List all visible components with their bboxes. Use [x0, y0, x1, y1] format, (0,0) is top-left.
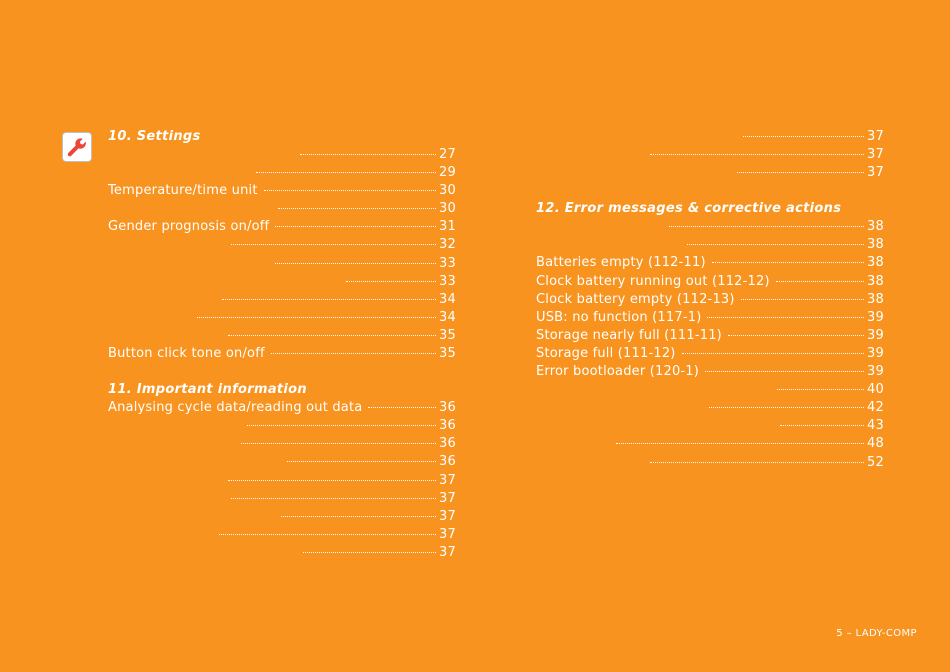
toc-entry[interactable] [536, 164, 884, 182]
toc-page-number: 32 [439, 237, 456, 253]
toc-page-number: 39 [867, 345, 884, 361]
settings-wrench-icon [62, 132, 92, 162]
toc-entry[interactable] [108, 218, 456, 236]
toc-entry[interactable] [108, 453, 456, 471]
toc-dot-leader [368, 407, 436, 408]
toc-entry-title: Analysing cycle data/reading out data [108, 400, 363, 416]
toc-page-number: 37 [439, 472, 456, 488]
toc-page-number: 39 [867, 364, 884, 380]
toc-dot-leader [669, 226, 864, 227]
toc-entry[interactable] [108, 417, 456, 435]
section-gap [108, 363, 456, 381]
toc-dot-leader [780, 425, 864, 426]
toc-entry[interactable] [108, 526, 456, 544]
toc-page-number: 36 [439, 436, 456, 452]
toc-entry[interactable] [108, 255, 456, 273]
toc-section-heading[interactable]: 11. Important information [108, 382, 307, 398]
toc-entry[interactable] [108, 309, 456, 327]
toc-page-number: 37 [439, 544, 456, 560]
toc-entry-title: USB: no function (117-1) [536, 309, 702, 325]
toc-page-number: 36 [439, 454, 456, 470]
toc-page-number: 38 [867, 219, 884, 235]
toc-entry[interactable] [108, 327, 456, 345]
toc-page-number: 39 [867, 309, 884, 325]
toc-entry[interactable] [536, 254, 884, 272]
toc-dot-leader [682, 353, 864, 354]
toc-entry[interactable] [108, 273, 456, 291]
toc-dot-leader [281, 516, 436, 517]
toc-left-column [108, 128, 456, 562]
toc-page-number: 37 [439, 508, 456, 524]
toc-dot-leader [231, 244, 436, 245]
toc-page-number: 37 [867, 165, 884, 181]
toc-page-number: 35 [439, 327, 456, 343]
toc-dot-leader [275, 263, 436, 264]
toc-dot-leader [219, 534, 436, 535]
toc-dot-leader [231, 498, 436, 499]
toc-dot-leader [228, 335, 436, 336]
toc-page-number: 34 [439, 291, 456, 307]
toc-page-number: 42 [867, 400, 884, 416]
toc-dot-leader [264, 190, 436, 191]
toc-page-number: 27 [439, 147, 456, 162]
toc-page-number: 33 [439, 273, 456, 289]
toc-entry[interactable] [536, 345, 884, 363]
toc-dot-leader [256, 172, 436, 173]
toc-entry-title: Temperature/time unit [108, 183, 258, 199]
toc-entry[interactable] [108, 544, 456, 562]
toc-dot-leader [303, 552, 436, 553]
toc-entry[interactable] [536, 236, 884, 254]
toc-dot-leader [300, 154, 436, 155]
toc-page-number: 30 [439, 201, 456, 217]
toc-entry[interactable] [536, 128, 884, 146]
toc-entry[interactable] [536, 363, 884, 381]
toc-entry-title: Batteries empty (112-11) [536, 255, 706, 271]
toc-entry[interactable] [536, 454, 884, 472]
toc-page-number: 38 [867, 291, 884, 307]
toc-entry[interactable] [108, 146, 456, 164]
toc-entry[interactable] [108, 182, 456, 200]
section-gap [536, 182, 884, 200]
toc-entry[interactable] [536, 146, 884, 164]
toc-page-number: 38 [867, 255, 884, 271]
toc-dot-leader [777, 389, 864, 390]
toc-entry[interactable] [108, 200, 456, 218]
toc-dot-leader [728, 335, 864, 336]
toc-dot-leader [287, 461, 436, 462]
toc-dot-leader [705, 371, 864, 372]
toc-entry[interactable] [536, 327, 884, 345]
toc-entry-title: Button click tone on/off [108, 346, 265, 362]
toc-dot-leader [197, 317, 436, 318]
toc-entry[interactable] [108, 291, 456, 309]
toc-page-number: 29 [439, 165, 456, 181]
toc-dot-leader [222, 299, 436, 300]
toc-entry-title: Clock battery empty (112-13) [536, 291, 735, 307]
toc-page-number: 34 [439, 309, 456, 325]
toc-entry[interactable] [536, 381, 884, 399]
toc-entry[interactable] [536, 309, 884, 327]
toc-entry-title: Clock battery running out (112-12) [536, 273, 770, 289]
toc-entry[interactable] [108, 472, 456, 490]
toc-page-number: 31 [439, 219, 456, 235]
toc-page-number: 37 [439, 490, 456, 506]
toc-entry[interactable] [536, 291, 884, 309]
wrench-icon [66, 136, 88, 158]
toc-page-number: 37 [867, 147, 884, 163]
toc-dot-leader [271, 353, 436, 354]
toc-entry-title: Gender prognosis on/off [108, 219, 270, 235]
toc-dot-leader [650, 154, 864, 155]
toc-entry[interactable] [108, 435, 456, 453]
toc-dot-leader [278, 208, 436, 209]
toc-page-number: 35 [439, 346, 456, 362]
toc-dot-leader [241, 443, 436, 444]
toc-right-column [536, 128, 884, 472]
toc-dot-leader [709, 407, 864, 408]
toc-entry[interactable] [108, 345, 456, 363]
toc-entry-title: Storage full (111-12) [536, 345, 676, 361]
toc-dot-leader [616, 443, 864, 444]
toc-entry[interactable] [536, 399, 884, 417]
toc-entry[interactable] [108, 508, 456, 526]
toc-dot-leader [741, 299, 864, 300]
toc-dot-leader [776, 281, 864, 282]
toc-dot-leader [707, 317, 864, 318]
toc-page-number: 52 [867, 454, 884, 470]
toc-entry[interactable] [536, 273, 884, 291]
toc-page-number: 48 [867, 436, 884, 452]
toc-page-number: 30 [439, 183, 456, 199]
toc-entry[interactable] [536, 218, 884, 236]
toc-entry[interactable] [536, 417, 884, 435]
toc-entry[interactable] [108, 236, 456, 254]
toc-page-number: 43 [867, 418, 884, 434]
toc-dot-leader [687, 244, 864, 245]
toc-dot-leader [650, 462, 864, 463]
toc-dot-leader [737, 172, 864, 173]
toc-page-number: 38 [867, 273, 884, 289]
toc-dot-leader [247, 425, 436, 426]
toc-section-heading[interactable]: 10. Settings [108, 129, 201, 144]
toc-dot-leader [743, 136, 864, 137]
toc-page-number: 39 [867, 327, 884, 343]
toc-dot-leader [228, 480, 436, 481]
toc-page-number: 37 [867, 129, 884, 144]
toc-page-number: 36 [439, 418, 456, 434]
toc-page-number: 40 [867, 382, 884, 398]
page-footer: 5 – LADY-COMP [836, 628, 917, 639]
toc-entry-title: Error bootloader (120-1) [536, 364, 700, 380]
toc-entry[interactable] [108, 164, 456, 182]
toc-dot-leader [712, 262, 864, 263]
toc-entry[interactable] [108, 399, 456, 417]
toc-entry-title: Storage nearly full (111-11) [536, 327, 722, 343]
toc-entry[interactable] [108, 490, 456, 508]
toc-page-number: 33 [439, 255, 456, 271]
toc-section-heading[interactable]: 12. Error messages & corrective actions [536, 201, 842, 217]
toc-dot-leader [346, 281, 436, 282]
toc-page-number: 38 [867, 237, 884, 253]
toc-page-number: 37 [439, 526, 456, 542]
toc-dot-leader [275, 226, 436, 227]
toc-page-number: 36 [439, 400, 456, 416]
toc-entry[interactable] [536, 435, 884, 453]
